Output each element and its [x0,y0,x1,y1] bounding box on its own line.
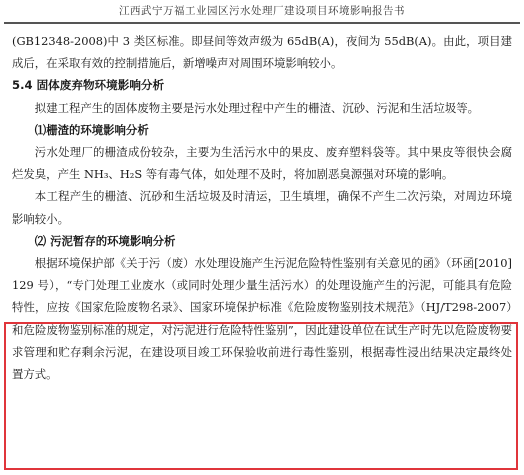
paragraph-screenings-disposal: 本工程产生的栅渣、沉砂和生活垃圾及时清运，卫生填埋，确保不产生二次污染，对周边环境影响较小。 [12,189,512,226]
page-header: 江西武宁万福工业园区污水处理厂建设项目环境影响报告书 [4,2,520,24]
paragraph-screenings-composition: 污水处理厂的栅渣成份较杂，主要为生活污水中的果皮、废弃塑料袋等。其中果皮等很快会腐烂发臭，产生 NH₃、H₂S 等有毒气体，如处理不及时，将加剧恶臭源强对环境的影响。 [12,145,512,182]
document-body [12,30,512,385]
subsection-title-sludge-storage: ⑵ 污泥暂存的环境影响分析 [34,233,176,248]
paragraph-solid-waste-intro: 拟建工程产生的固体废物主要是污水处理过程中产生的栅渣、沉砂、污泥和生活垃圾等。 [34,100,480,115]
paragraph-sludge-regulation: 根据环境保护部《关于污（废）水处理设施产生污泥危险特性鉴别有关意见的函》（环函[2010]129 号），“专门处理工业废水（或同时处理少量生活污水）的处理设施产生的污泥，可能具有危险特性，应按《国家危险废物名录》、国家环境保护标准《危险废物鉴别技术规范》（HJ/T298-2007）和危险废物鉴别标准的规定，对污泥进行危险特性鉴别”，因此建设单位在试生产时先以危险废物要求管理和贮存剩余污泥，在建设项目竣工环保验收前进行毒性鉴别，根据毒性浸出结果决定最终处置方式。 [12,256,512,382]
subsection-title-screenings: ⑴栅渣的环境影响分析 [34,122,149,137]
section-title-solid-waste: 5.4 固体废弃物环境影响分析 [12,78,165,93]
paragraph-noise-conclusion: (GB12348-2008)中 3 类区标准。即昼间等效声级为 65dB(A)，夜间为 55dB(A)。由此，项目建成后，在采取有效的控制措施后，新增噪声对周围环境影响较小。 [12,34,512,71]
